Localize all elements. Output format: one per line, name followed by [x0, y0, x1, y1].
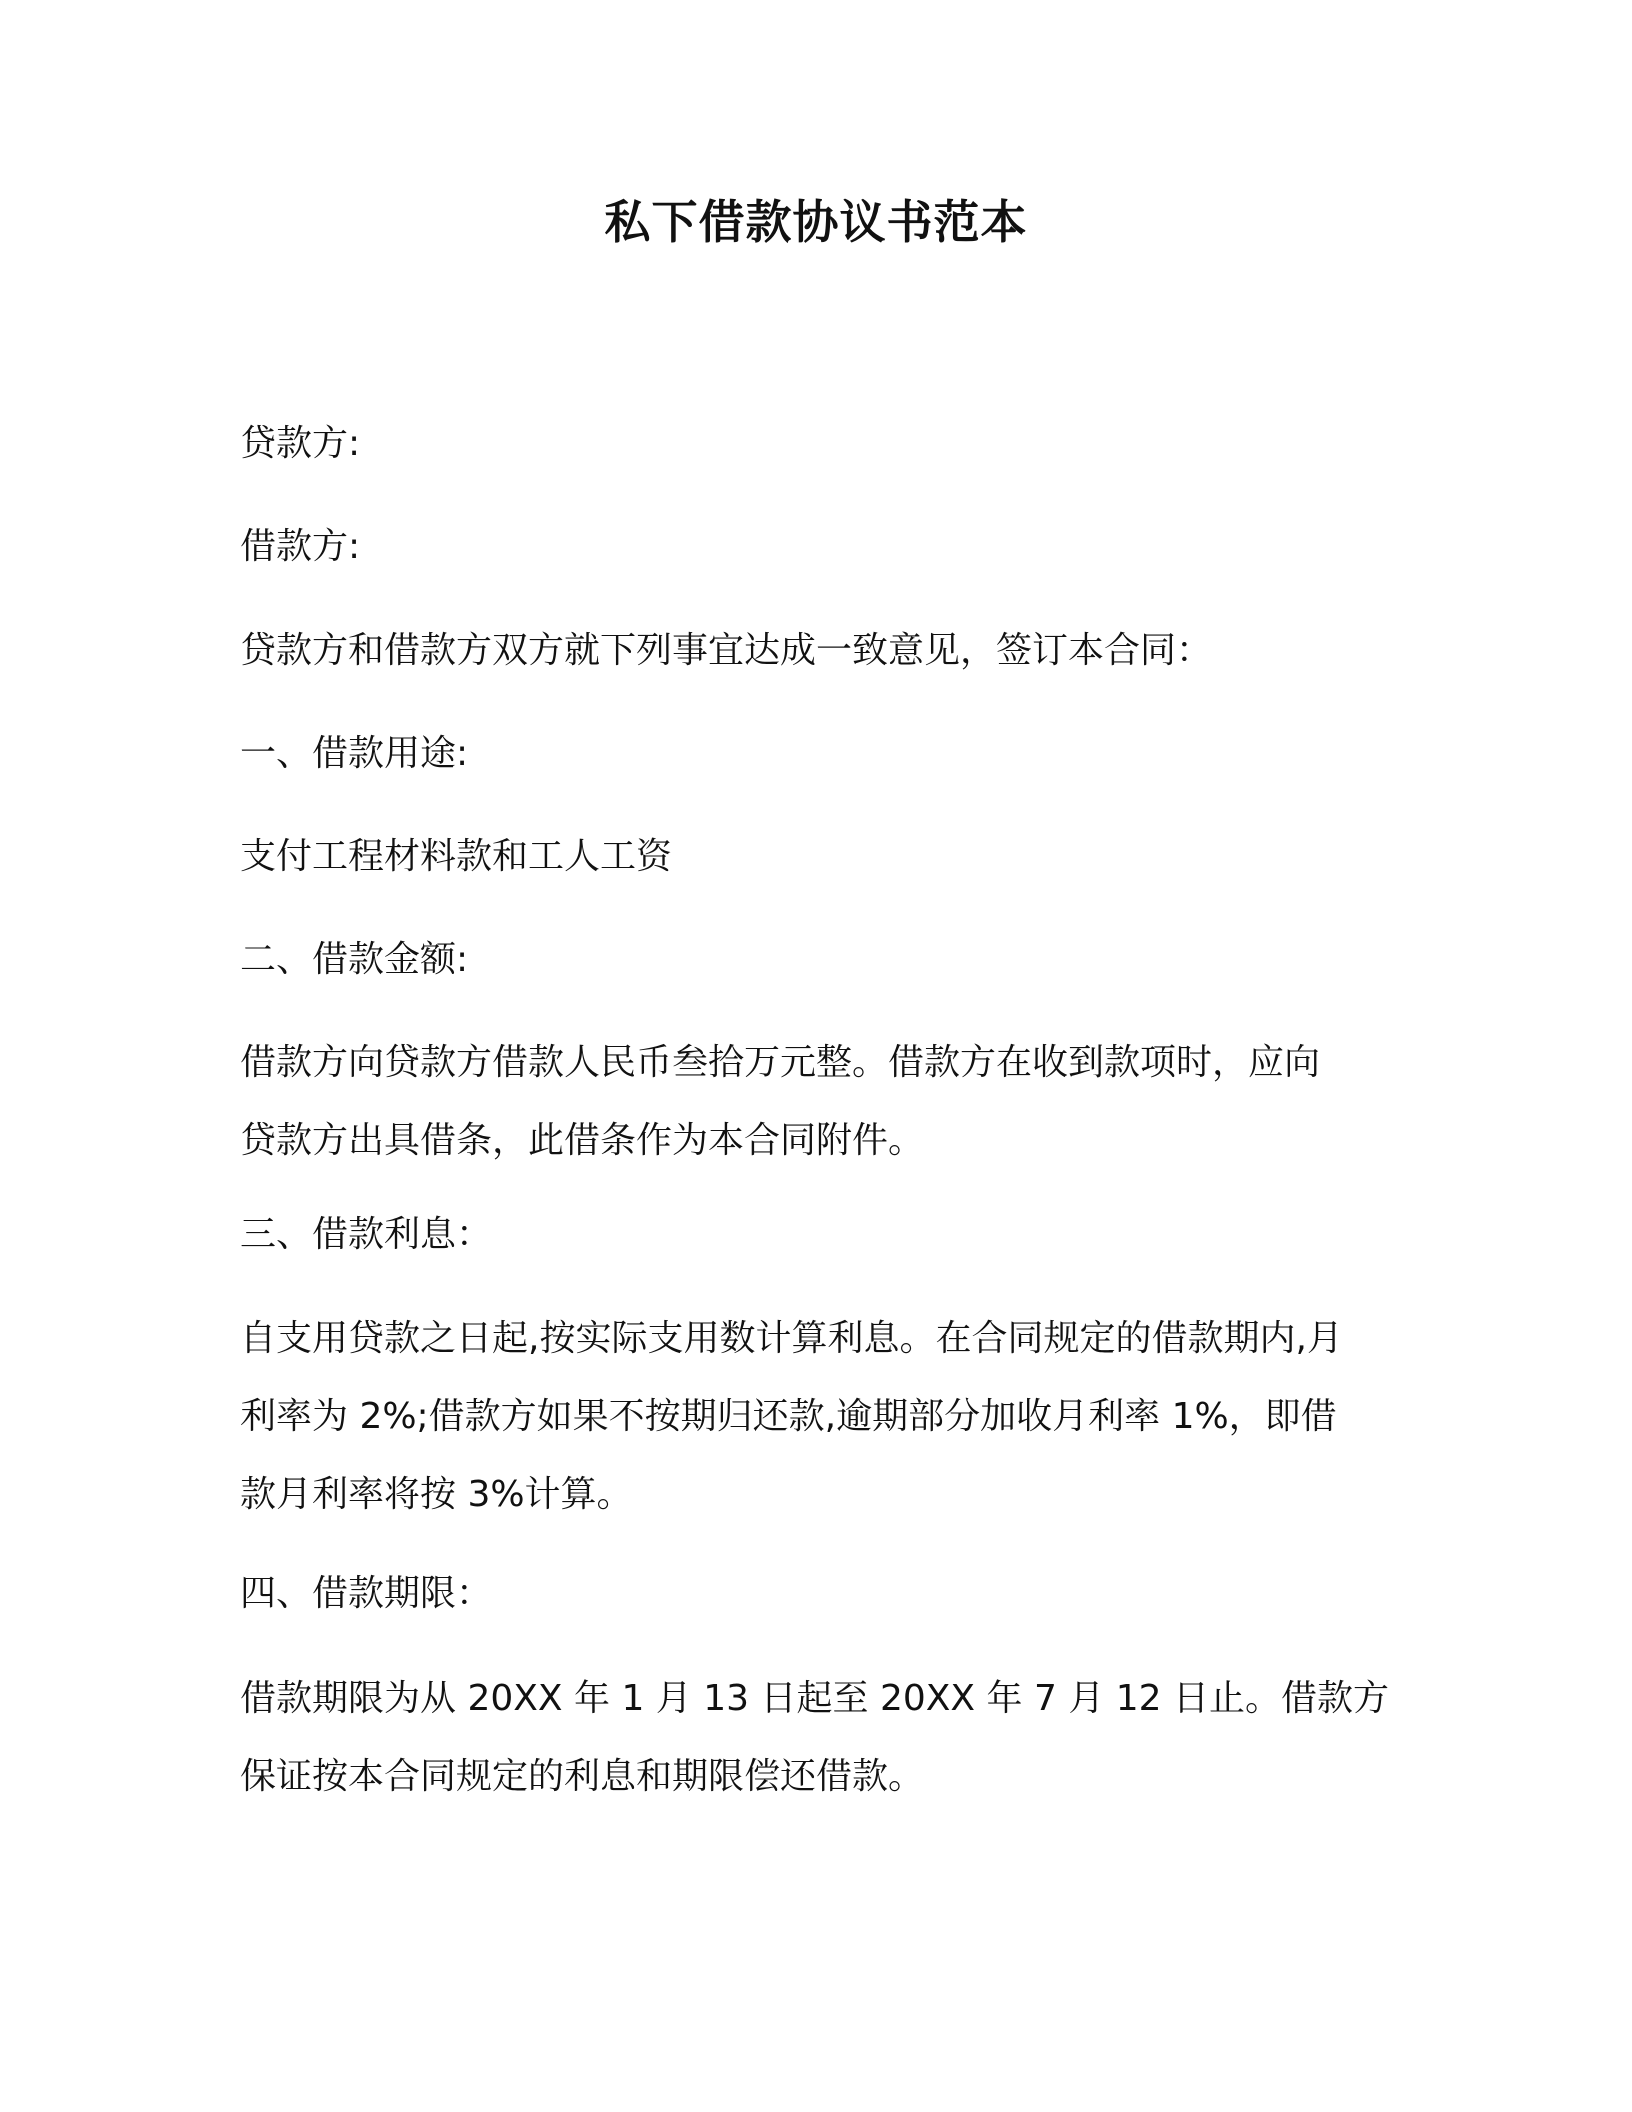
paragraph-interest-line-2: 利率为 2%;借款方如果不按期归还款,逾期部分加收月利率 1%，即借	[240, 1396, 1337, 1437]
paragraph-interest-line-1: 自支用贷款之日起,按实际支用数计算利息。在合同规定的借款期内,月	[240, 1318, 1343, 1359]
preamble-text: 贷款方和借款方双方就下列事宜达成一致意见，签订本合同：	[240, 630, 1213, 671]
document-title: 私下借款协议书范本	[604, 195, 1028, 249]
section-heading-interest: 三、借款利息：	[240, 1214, 493, 1255]
paragraph-amount-line-1: 借款方向贷款方借款人民币叁拾万元整。借款方在收到款项时，应向	[240, 1042, 1321, 1083]
paragraph-term-line-1: 借款期限为从 20XX 年 1 月 13 日起至 20XX 年 7 月 12 日止。借款方	[240, 1678, 1390, 1719]
paragraph-term-line-2: 保证按本合同规定的利息和期限偿还借款。	[240, 1756, 925, 1797]
paragraph-interest-line-3: 款月利率将按 3%计算。	[240, 1474, 633, 1515]
paragraph-amount-line-2: 贷款方出具借条，此借条作为本合同附件。	[240, 1120, 925, 1161]
section-heading-purpose: 一、借款用途:	[240, 733, 469, 774]
section-heading-term: 四、借款期限：	[240, 1573, 493, 1614]
paragraph-purpose: 支付工程材料款和工人工资	[240, 836, 673, 877]
lender-label: 贷款方:	[240, 423, 361, 464]
borrower-label: 借款方:	[240, 526, 361, 567]
section-heading-amount: 二、借款金额:	[240, 939, 469, 980]
